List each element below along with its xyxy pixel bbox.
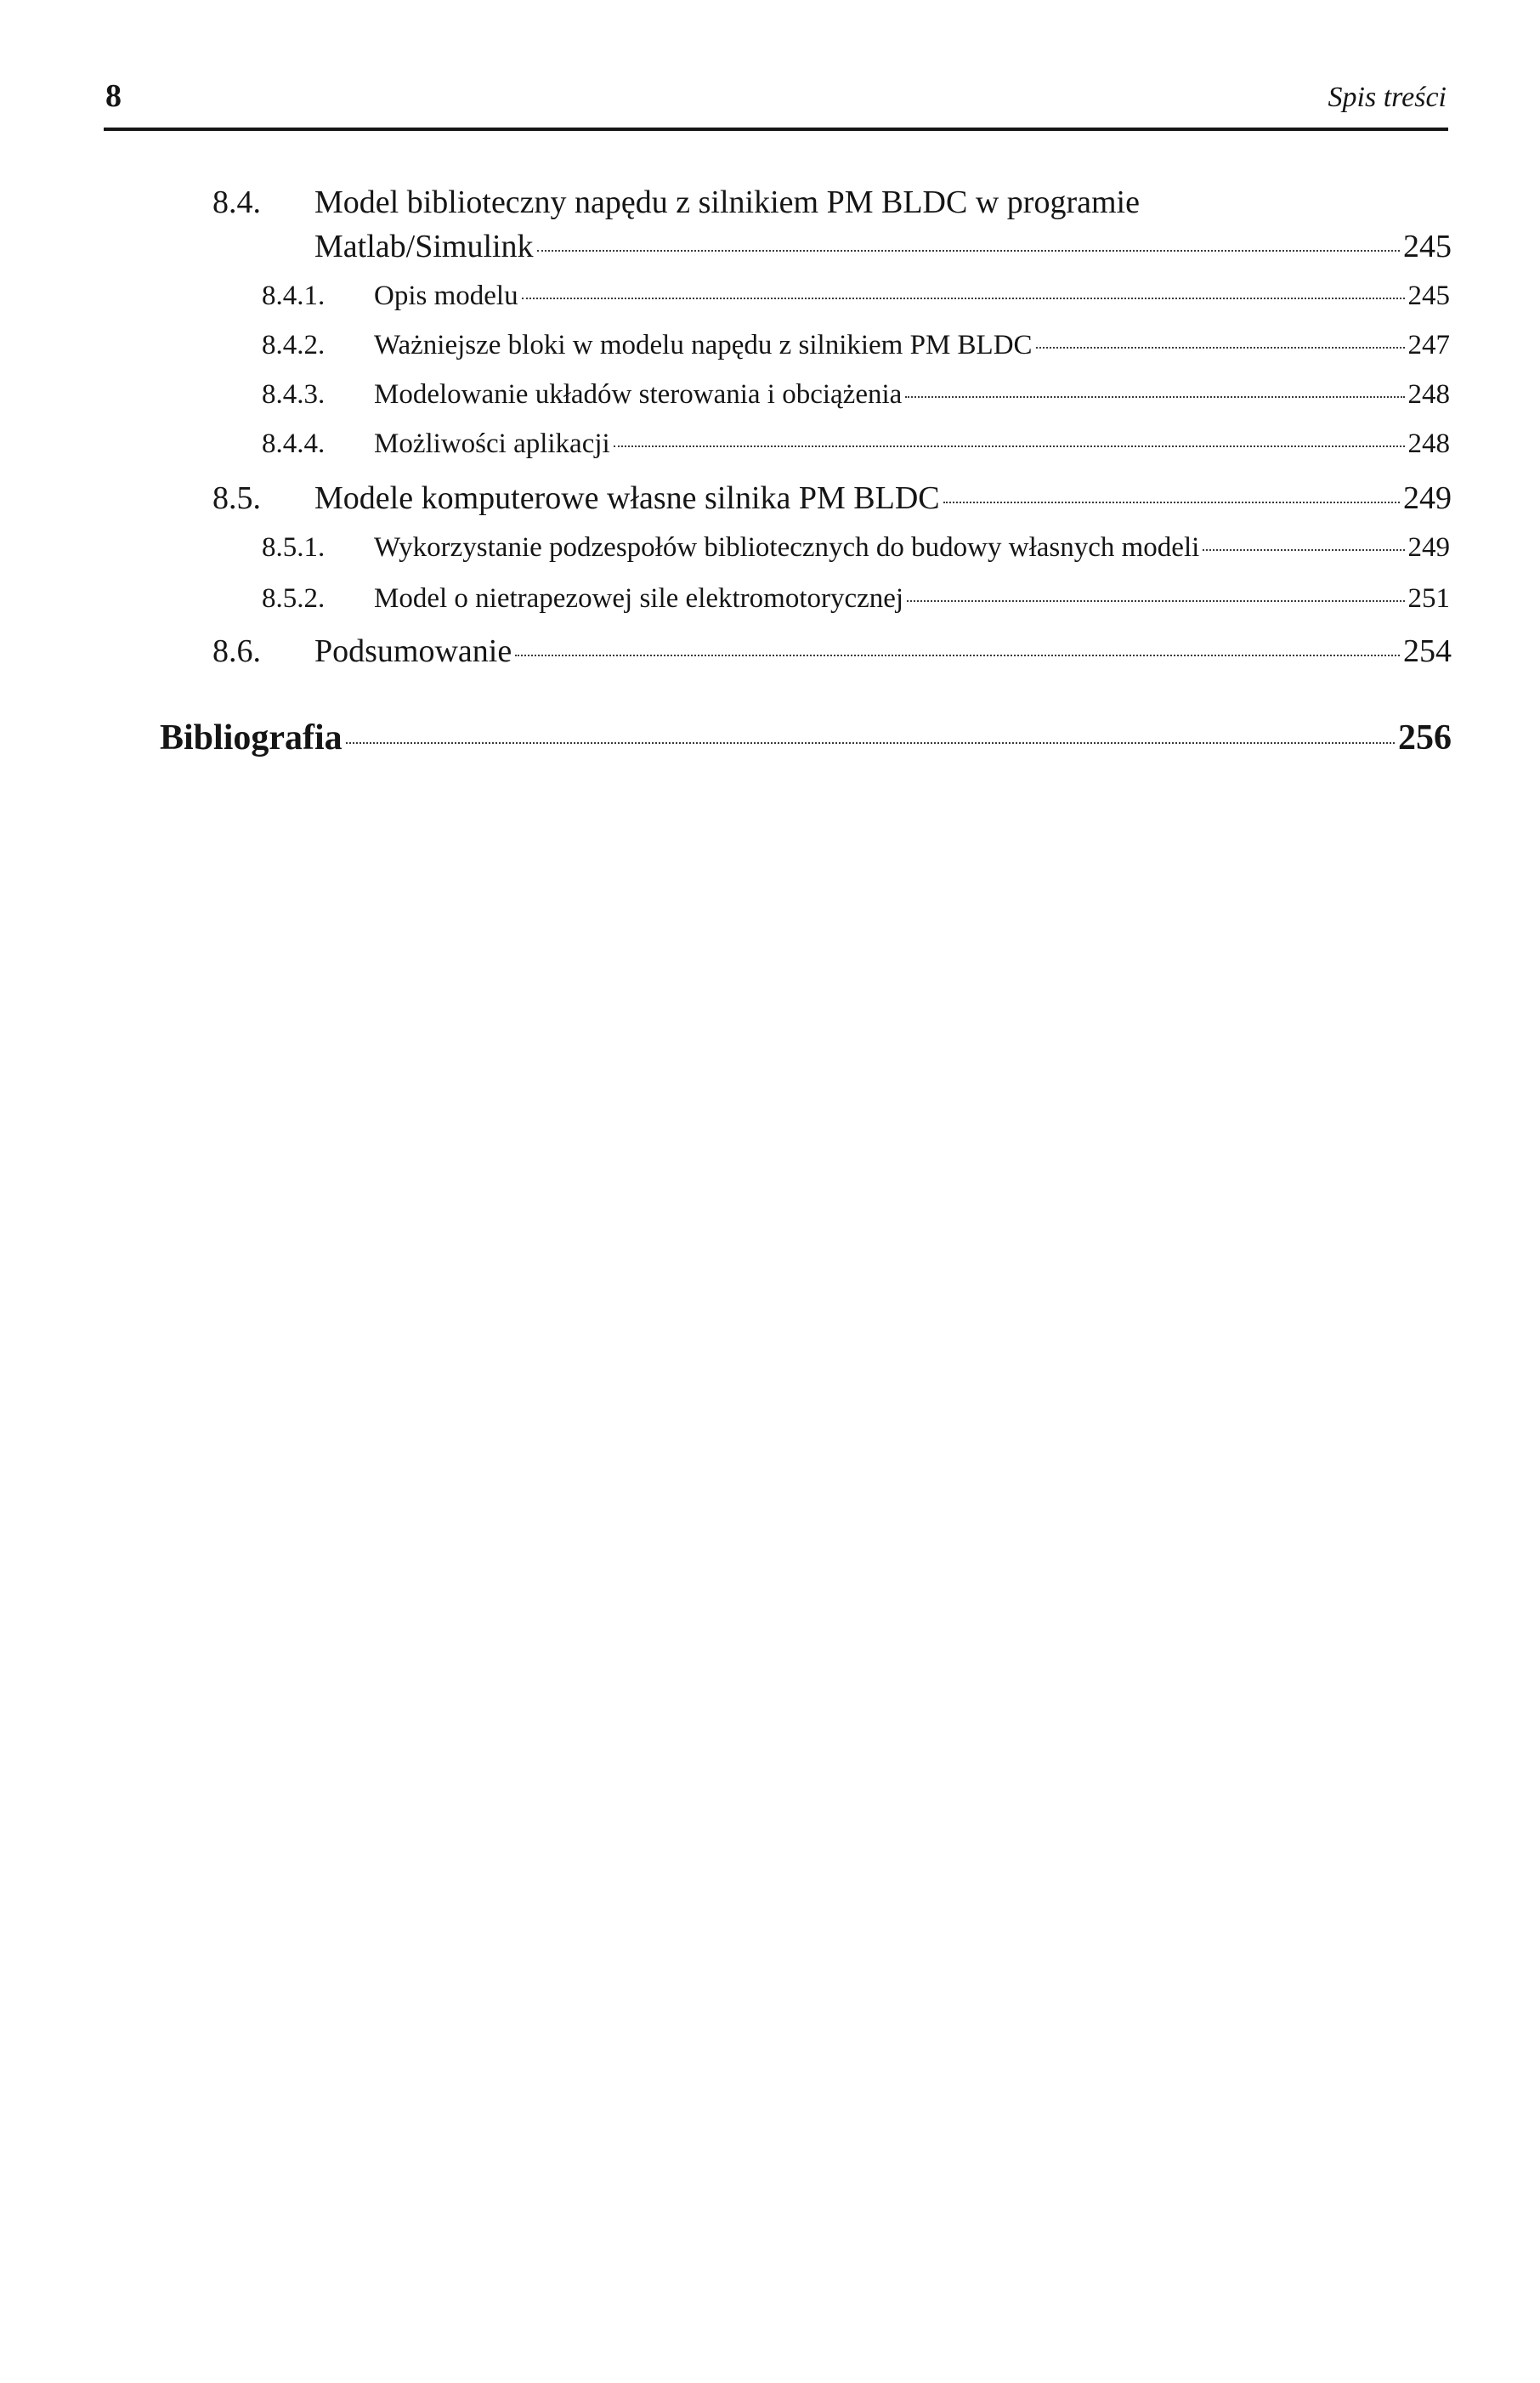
toc-entry-8-4-title-line2: Matlab/Simulink	[314, 229, 534, 264]
toc-entry-page: 256	[1398, 718, 1452, 757]
dot-leader	[1203, 549, 1404, 551]
toc-entry-number: 8.4.4.	[262, 428, 326, 459]
toc-entry-number: 8.5.1.	[262, 532, 326, 563]
toc-entry-page: 247	[1407, 330, 1450, 360]
toc-entry-title: Ważniejsze bloki w modelu napędu z silnikiem PM BLDC	[374, 330, 1033, 360]
toc-entry-number: 8.5.	[212, 480, 261, 516]
toc-entry-page: 245	[1407, 281, 1450, 311]
dot-leader	[943, 502, 1400, 503]
toc-entry-8-4-title-line1: Model biblioteczny napędu z silnikiem PM BLDC w programie	[314, 184, 1140, 220]
toc-entry-8-4-2[interactable]	[262, 330, 1450, 361]
toc-entry-page: 254	[1403, 633, 1452, 669]
toc-entry-page: 249	[1407, 532, 1450, 563]
toc-entry-number: 8.4.3.	[262, 379, 326, 410]
toc-entry-8-4-1[interactable]	[262, 281, 1450, 312]
toc-entry-8-4-4[interactable]	[262, 428, 1450, 460]
running-title: Spis treści	[1328, 82, 1447, 113]
toc-entry-8-4[interactable]	[314, 228, 1452, 265]
toc-entry-8-4-3[interactable]	[262, 379, 1450, 411]
dot-leader	[1036, 347, 1405, 349]
toc-entry-title: Modelowanie układów sterowania i obciążenia	[374, 379, 903, 410]
dot-leader	[907, 600, 1404, 602]
toc-entry-page: 249	[1403, 480, 1452, 516]
dot-leader	[522, 298, 1405, 299]
toc-entry-8-6[interactable]	[212, 633, 1452, 670]
toc-entry-page: 251	[1407, 583, 1450, 614]
toc-entry-number: 8.6.	[212, 633, 261, 669]
dot-leader	[537, 250, 1400, 252]
toc-entry-8-4-number: 8.4.	[212, 184, 261, 220]
toc-entry-title: Model o nietrapezowej sile elektromotorycznej	[374, 583, 904, 614]
toc-entry-8-5-1[interactable]	[262, 532, 1450, 564]
toc-entry-title: Modele komputerowe własne silnika PM BLDC	[314, 480, 940, 516]
toc-entry-title: Bibliografia	[160, 718, 343, 757]
dot-leader	[905, 396, 1404, 398]
toc-entry-bibliografia[interactable]	[160, 718, 1452, 758]
toc-entry-8-5[interactable]	[212, 479, 1452, 517]
toc-entry-page: 248	[1407, 428, 1450, 459]
toc-entry-8-4-page: 245	[1403, 229, 1452, 264]
toc-entry-title: Podsumowanie	[314, 633, 512, 669]
dot-leader	[614, 445, 1405, 447]
toc-entry-title: Opis modelu	[374, 281, 518, 311]
toc-entry-number: 8.4.1.	[262, 281, 326, 311]
page-number: 8	[105, 78, 122, 114]
toc-entry-title: Możliwości aplikacji	[374, 428, 610, 459]
dot-leader	[515, 655, 1400, 656]
toc-entry-number: 8.4.2.	[262, 330, 326, 360]
toc-entry-title: Wykorzystanie podzespołów bibliotecznych do budowy własnych modeli	[374, 532, 1200, 563]
dot-leader	[346, 742, 1395, 744]
toc-entry-number: 8.5.2.	[262, 583, 326, 614]
toc-entry-page: 248	[1407, 379, 1450, 410]
toc-entry-8-5-2[interactable]	[262, 583, 1450, 615]
